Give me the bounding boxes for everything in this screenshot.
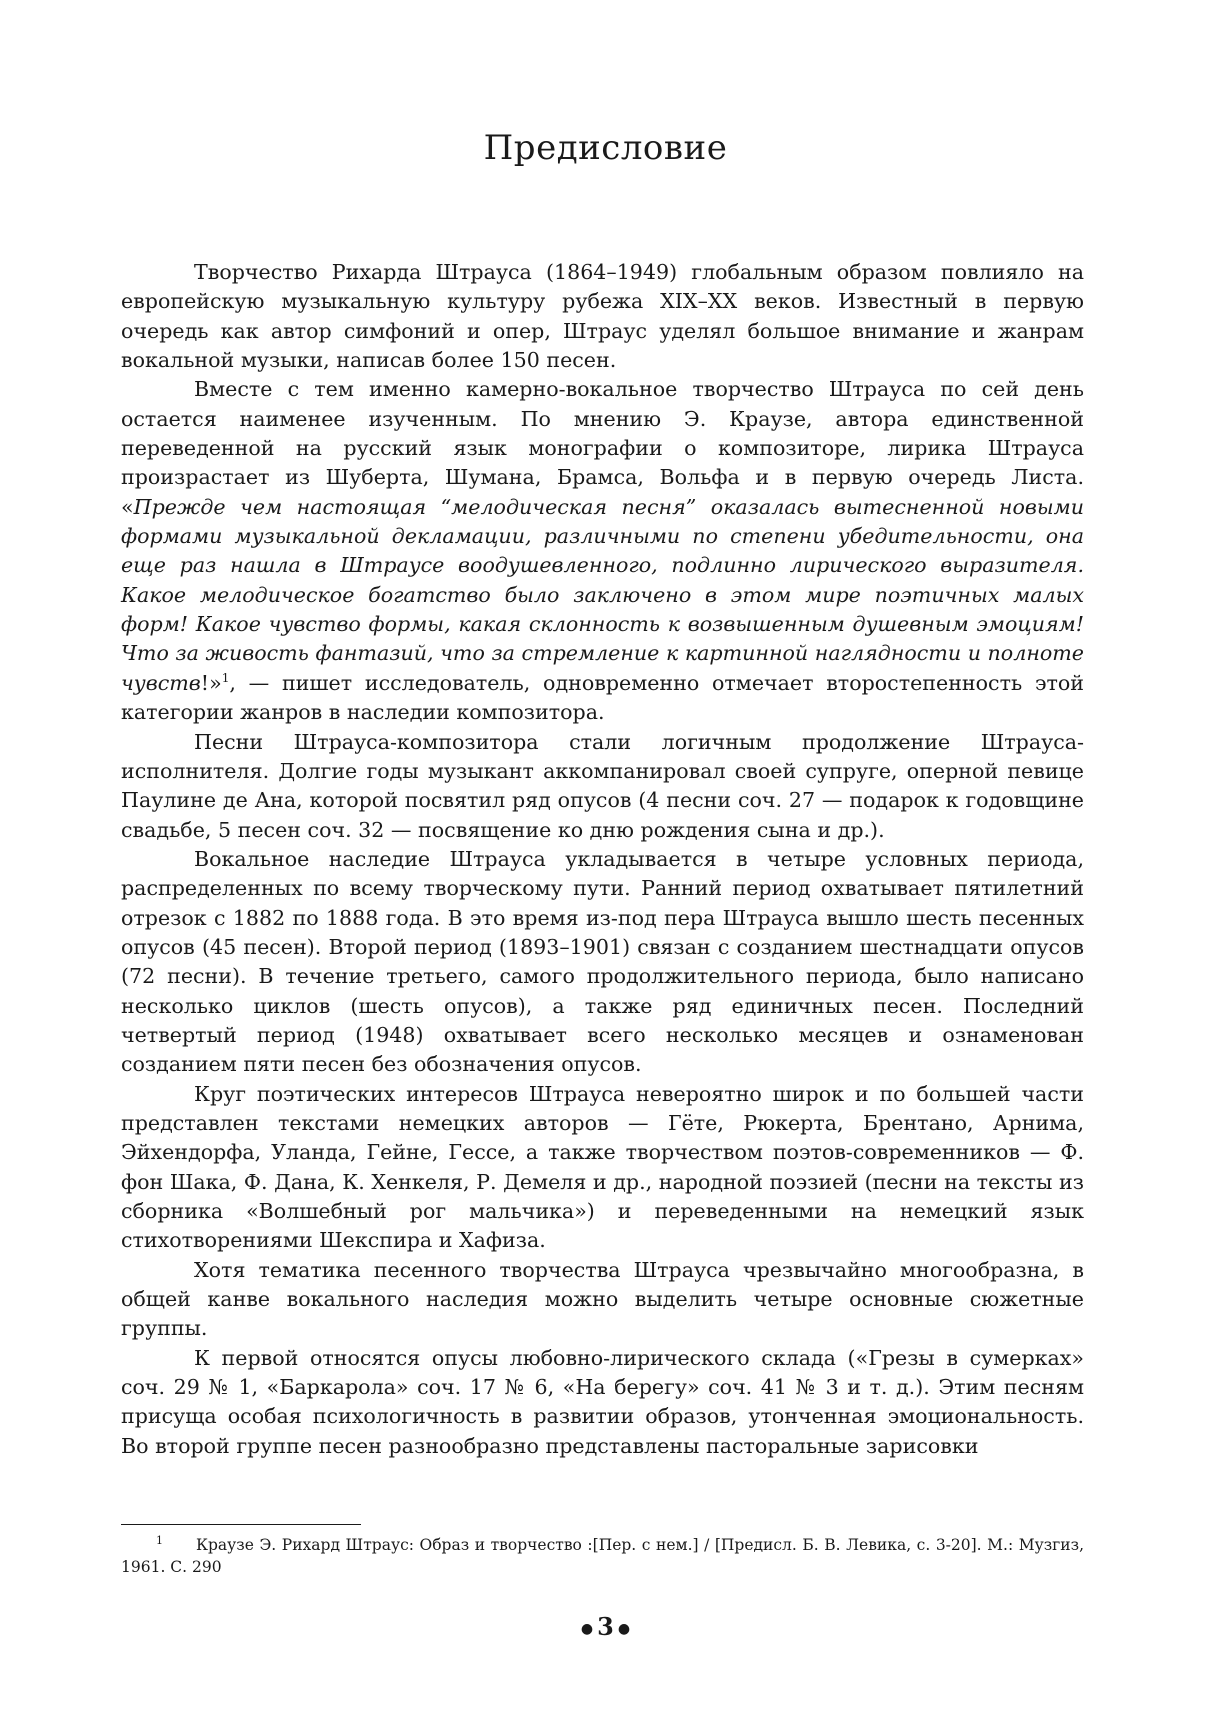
- paragraph-3: Песни Штрауса-композитора стали логичным продолжение Штрауса-исполнителя. Долгие годы музыкант аккомпанировал своей супруге, оперной певице Паулине де Ана, которой посвятил ряд опусов (4 песни соч. 27 — подарок к годовщине свадьбе, 5 песен соч. 32 — посвящение ко дню рождения сына и др.).: [121, 729, 1084, 842]
- page-number-value: 3: [597, 1612, 614, 1641]
- page-number: [0, 1612, 1211, 1641]
- page-title: Предисловие: [483, 128, 728, 168]
- quotation: Прежде чем настоящая “мелодическая песня” оказалась вытесненной новыми формами музыкальной декламации, различными по степени убедительности, она еще раз нашла в Штраусе воодушевленного, подлинно лирического выразителя. Какое мелодическое богатство было заключено в этом мире поэтичных малых форм! Какое чувство формы, какая склонность к возвышенным душевным эмоциям! Что за живость фантазий, что за стремление к картинной наглядности и полноте чувств: [121, 494, 1084, 695]
- paragraph-2: [121, 375, 1084, 727]
- footnote-text: Краузе Э. Рихард Штраус: Образ и творчество :[Пер. с нем.] / [Предисл. Б. В. Левика, с. 3-20]. М.: Музгиз, 1961. С. 290: [121, 1536, 1084, 1576]
- footnote-reference[interactable]: 1: [221, 670, 230, 685]
- main-text: [121, 258, 1084, 1461]
- paragraph-7: К первой относятся опусы любовно-лирического склада («Грезы в сумерках» соч. 29 № 1, «Баркарола» соч. 17 № 6, «На берегу» соч. 41 № 3 и т. д.). Этим песням присуща особая психологичность в развитии образов, утонченная эмоциональность. Во второй группе песен разнообразно представлены пасторальные зарисовки: [121, 1345, 1084, 1458]
- paragraph-5: Круг поэтических интересов Штрауса невероятно широк и по большей части представлен текстами немецких авторов — Гёте, Рюкерта, Брентано, Арнима, Эйхендорфа, Уланда, Гейне, Гессе, а также творчеством поэтов-современников — Ф. фон Шака, Ф. Дана, К. Хенкеля, Р. Демеля и др., народной поэзией (песни на тексты из сборника «Волшебный рог мальчика») и переведенными на немецкий язык стихотворениями Шекспира и Хафиза.: [121, 1081, 1084, 1253]
- paragraph-6: Хотя тематика песенного творчества Штрауса чрезвычайно многообразна, в общей канве вокального наследия можно выделить четыре основные сюжетные группы.: [121, 1257, 1084, 1341]
- paragraph-2-start: Вместе с тем именно камерно-вокальное творчество Штрауса по сей день остается наименее изученным. По мнению Э. Краузе, автора единственной переведенной на русский язык монографии о композиторе, лирика Штрауса произрастает из Шуберта, Шумана, Брамса, Вольфа и в первую очередь Листа. «: [121, 377, 1084, 519]
- paragraph-2-end: , — пишет исследователь, одновременно отмечает второстепенность этой категории жанров в наследии композитора.: [121, 670, 1084, 725]
- footnote: 1 Краузе Э. Рихард Штраус: Образ и творчество :[Пер. с нем.] / [Предисл. Б. В. Левика, с. 3-20]. М.: Музгиз, 1961. С. 290: [121, 1533, 1084, 1576]
- quotation-end: !»: [200, 670, 222, 695]
- paragraph-4: Вокальное наследие Штрауса укладывается в четыре условных периода, распределенных по всему творческому пути. Ранний период охватывает пятилетний отрезок с 1882 по 1888 года. В это время из-под пера Штрауса вышло шесть песенных опусов (45 песен). Второй период (1893–1901) связан с созданием шестнадцати опусов (72 песни). В течение третьего, самого продолжительного периода, было написано несколько циклов (шесть опусов), а также ряд единичных песен. Последний четвертый период (1948) охватывает всего несколько месяцев и ознаменован созданием пяти песен без обозначения опусов.: [121, 846, 1084, 1077]
- bullet-icon: ●: [617, 1620, 631, 1637]
- footnote-divider: [121, 1524, 361, 1525]
- bullet-icon: ●: [580, 1620, 594, 1637]
- paragraph-1: Творчество Рихарда Штрауса (1864–1949) глобальным образом повлияло на европейскую музыкальную культуру рубежа XIX–XX веков. Известный в первую очередь как автор симфоний и опер, Штраус уделял большое внимание и жанрам вокальной музыки, написав более 150 песен.: [121, 260, 1084, 373]
